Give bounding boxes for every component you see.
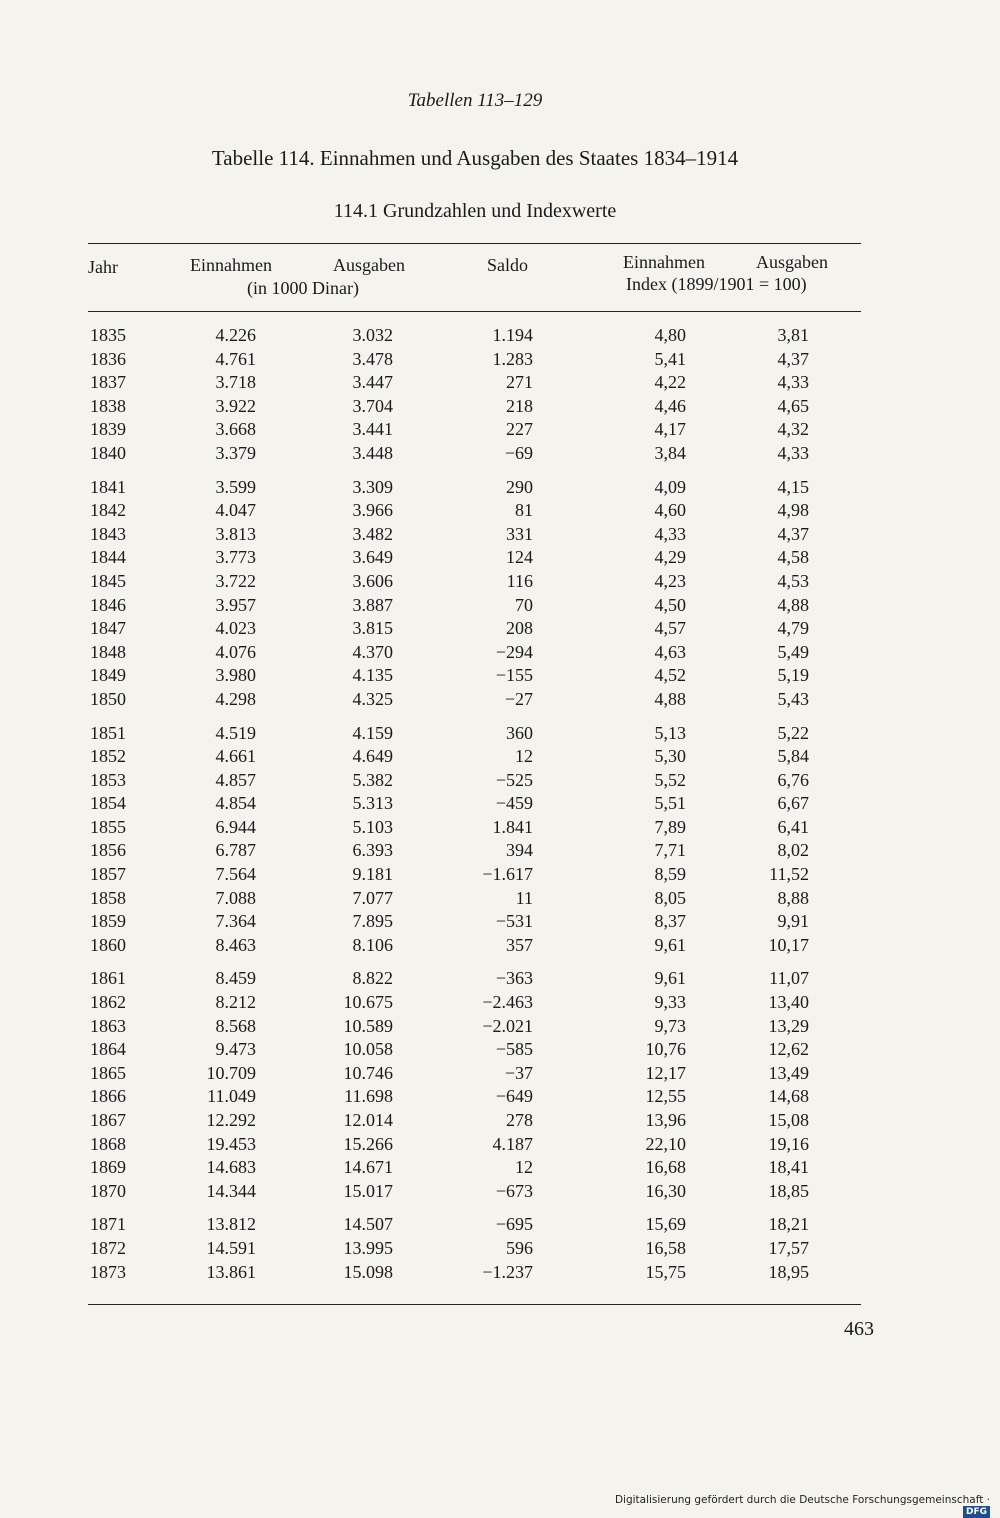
cell-ausgaben: 15.017 [343, 1180, 393, 1201]
cell-einnahmen: 3.379 [215, 442, 256, 463]
table-row [88, 546, 861, 570]
table-row [88, 371, 861, 395]
cell-year: 1857 [90, 864, 126, 885]
header-saldo: Saldo [487, 255, 529, 275]
cell-index-ausgaben: 4,88 [777, 594, 809, 615]
cell-index-einnahmen: 5,41 [654, 348, 686, 369]
cell-index-einnahmen: 10,76 [645, 1039, 686, 1060]
cell-einnahmen: 3.922 [215, 395, 256, 416]
cell-year: 1837 [90, 372, 126, 393]
footer-text: Digitalisierung gefördert durch die Deutsche Forschungsgemeinschaft · [614, 1494, 990, 1506]
cell-ausgaben: 10.746 [343, 1062, 393, 1083]
cell-einnahmen: 7.364 [215, 911, 256, 932]
table-row [88, 594, 861, 618]
cell-einnahmen: 11.049 [207, 1086, 256, 1107]
cell-index-einnahmen: 5,52 [654, 769, 686, 790]
cell-einnahmen: 3.722 [215, 570, 256, 591]
cell-index-ausgaben: 15,08 [768, 1110, 809, 1130]
cell-year: 1865 [90, 1062, 126, 1083]
cell-index-einnahmen: 5,30 [654, 746, 686, 767]
header-year: Jahr [88, 257, 118, 277]
cell-index-ausgaben: 11,52 [769, 864, 809, 885]
cell-index-ausgaben: 13,49 [768, 1062, 809, 1083]
cell-index-einnahmen: 4,63 [654, 641, 686, 662]
cell-index-ausgaben: 8,02 [777, 840, 809, 861]
cell-saldo: −585 [495, 1039, 533, 1060]
cell-ausgaben: 10.058 [343, 1039, 393, 1060]
cell-ausgaben: 3.309 [352, 476, 393, 497]
cell-index-ausgaben: 5,22 [777, 722, 809, 743]
table-subtitle: 114.1 Grundzahlen und Indexwerte [333, 200, 617, 222]
table-row [88, 792, 861, 816]
cell-year: 1851 [90, 722, 126, 743]
table-row [88, 1261, 861, 1285]
table-row [88, 395, 861, 419]
cell-ausgaben: 3.649 [352, 547, 393, 568]
cell-year: 1846 [90, 594, 126, 615]
cell-ausgaben: 15.098 [343, 1261, 393, 1282]
cell-index-ausgaben: 4,58 [777, 547, 809, 568]
cell-index-einnahmen: 16,68 [645, 1157, 686, 1178]
cell-index-einnahmen: 4,29 [654, 547, 686, 568]
cell-ausgaben: 4.159 [352, 722, 393, 743]
cell-saldo: 1.194 [492, 325, 533, 345]
cell-saldo: −37 [504, 1062, 533, 1083]
cell-einnahmen: 13.812 [206, 1214, 256, 1235]
table-row [88, 664, 861, 688]
cell-ausgaben: 10.675 [343, 992, 393, 1013]
cell-index-ausgaben: 9,91 [777, 911, 809, 932]
cell-saldo: −531 [495, 911, 533, 932]
cell-ausgaben: 7.077 [352, 887, 393, 908]
year-group [88, 476, 861, 712]
cell-saldo: 12 [515, 746, 533, 767]
cell-einnahmen: 7.564 [215, 864, 256, 885]
cell-saldo: 4.187 [492, 1133, 533, 1154]
cell-ausgaben: 5.103 [352, 816, 393, 837]
cell-ausgaben: 10.589 [343, 1015, 393, 1036]
cell-saldo: 394 [506, 840, 533, 861]
cell-index-einnahmen: 9,61 [654, 968, 686, 989]
cell-einnahmen: 12.292 [206, 1110, 256, 1130]
cell-einnahmen: 13.861 [206, 1261, 256, 1282]
cell-year: 1856 [90, 840, 126, 861]
cell-saldo: −363 [495, 968, 533, 989]
cell-year: 1873 [90, 1261, 126, 1282]
cell-index-ausgaben: 14,68 [768, 1086, 809, 1107]
header-index-note: Index (1899/1901 = 100) [626, 274, 807, 294]
cell-index-ausgaben: 12,62 [768, 1039, 809, 1060]
cell-einnahmen: 4.519 [215, 722, 256, 743]
cell-index-ausgaben: 13,29 [768, 1015, 809, 1036]
cell-index-einnahmen: 9,61 [654, 934, 686, 955]
cell-saldo: 596 [506, 1237, 533, 1258]
cell-saldo: −1.617 [482, 864, 533, 885]
cell-year: 1858 [90, 887, 126, 908]
cell-ausgaben: 6.393 [352, 840, 393, 861]
cell-ausgaben: 14.671 [343, 1157, 393, 1178]
cell-year: 1841 [90, 476, 126, 497]
cell-saldo: −459 [495, 793, 533, 814]
cell-index-einnahmen: 9,33 [654, 992, 686, 1013]
cell-einnahmen: 4.076 [215, 641, 256, 662]
cell-index-einnahmen: 4,60 [654, 500, 686, 521]
cell-ausgaben: 9.181 [352, 864, 393, 885]
table-row [88, 617, 861, 641]
cell-year: 1862 [90, 992, 126, 1013]
cell-index-einnahmen: 12,55 [645, 1086, 686, 1107]
cell-year: 1859 [90, 911, 126, 932]
cell-einnahmen: 3.980 [215, 665, 256, 686]
cell-year: 1838 [90, 395, 126, 416]
cell-index-ausgaben: 4,65 [777, 395, 809, 416]
cell-index-einnahmen: 4,52 [654, 665, 686, 686]
table-row [88, 1015, 861, 1039]
cell-einnahmen: 10.709 [206, 1062, 256, 1083]
cell-index-ausgaben: 18,95 [768, 1261, 809, 1282]
cell-index-ausgaben: 4,33 [777, 372, 809, 393]
cell-index-ausgaben: 10,17 [768, 934, 809, 955]
cell-saldo: −673 [495, 1180, 533, 1201]
cell-year: 1842 [90, 500, 126, 521]
cell-year: 1863 [90, 1015, 126, 1036]
cell-einnahmen: 8.463 [215, 934, 256, 955]
table-body [88, 324, 861, 1294]
cell-index-ausgaben: 18,85 [768, 1180, 809, 1201]
cell-year: 1852 [90, 746, 126, 767]
cell-ausgaben: 12.014 [343, 1110, 393, 1130]
cell-index-einnahmen: 8,05 [654, 887, 686, 908]
cell-index-ausgaben: 5,84 [777, 746, 809, 767]
cell-saldo: 278 [506, 1110, 533, 1130]
cell-year: 1867 [90, 1110, 126, 1130]
table-row [88, 816, 861, 840]
cell-saldo: 11 [515, 887, 533, 908]
cell-ausgaben: 4.135 [352, 665, 393, 686]
year-group [88, 324, 861, 466]
cell-year: 1869 [90, 1157, 126, 1178]
table-row [88, 1213, 861, 1237]
table-row [88, 442, 861, 466]
table-row [88, 570, 861, 594]
table-row [88, 745, 861, 769]
cell-einnahmen: 4.023 [215, 618, 256, 639]
cell-index-einnahmen: 4,50 [654, 594, 686, 615]
cell-einnahmen: 7.088 [215, 887, 256, 908]
cell-year: 1872 [90, 1237, 126, 1258]
cell-index-ausgaben: 6,41 [777, 816, 809, 837]
cell-einnahmen: 4.298 [215, 688, 256, 709]
table-row [88, 348, 861, 372]
cell-year: 1853 [90, 769, 126, 790]
cell-index-ausgaben: 6,76 [777, 769, 809, 790]
cell-ausgaben: 4.649 [352, 746, 393, 767]
cell-year: 1840 [90, 442, 126, 463]
cell-index-einnahmen: 13,96 [645, 1110, 686, 1130]
cell-index-ausgaben: 4,37 [777, 523, 809, 544]
cell-saldo: 271 [506, 372, 533, 393]
cell-index-ausgaben: 5,43 [777, 688, 809, 709]
cell-ausgaben: 3.448 [352, 442, 393, 463]
cell-saldo: −695 [495, 1214, 533, 1235]
cell-einnahmen: 14.344 [206, 1180, 256, 1201]
cell-saldo: 81 [515, 500, 533, 521]
cell-year: 1868 [90, 1133, 126, 1154]
table-row [88, 863, 861, 887]
cell-ausgaben: 3.887 [352, 594, 393, 615]
cell-index-einnahmen: 16,58 [645, 1237, 686, 1258]
cell-index-einnahmen: 4,17 [654, 419, 686, 440]
table-row [88, 910, 861, 934]
cell-year: 1839 [90, 419, 126, 440]
table-row [88, 722, 861, 746]
cell-saldo: 1.841 [492, 816, 533, 837]
cell-ausgaben: 8.822 [352, 968, 393, 989]
year-group [88, 1213, 861, 1284]
running-head: Tabellen 113–129 [407, 90, 543, 111]
cell-index-einnahmen: 8,59 [654, 864, 686, 885]
cell-einnahmen: 3.773 [215, 547, 256, 568]
cell-year: 1855 [90, 816, 126, 837]
cell-index-ausgaben: 18,41 [768, 1157, 809, 1178]
cell-year: 1864 [90, 1039, 126, 1060]
cell-index-ausgaben: 4,37 [777, 348, 809, 369]
table-row [88, 1062, 861, 1086]
table-row [88, 934, 861, 958]
top-rule [88, 243, 861, 244]
cell-einnahmen: 4.226 [215, 325, 256, 345]
cell-ausgaben: 5.313 [352, 793, 393, 814]
cell-index-einnahmen: 16,30 [645, 1180, 686, 1201]
cell-einnahmen: 3.813 [215, 523, 256, 544]
cell-ausgaben: 3.447 [352, 372, 393, 393]
cell-ausgaben: 3.032 [352, 325, 393, 345]
cell-saldo: 208 [506, 618, 533, 639]
cell-saldo: 218 [506, 395, 533, 416]
cell-index-ausgaben: 19,16 [768, 1133, 809, 1154]
cell-einnahmen: 4.854 [215, 793, 256, 814]
cell-year: 1860 [90, 934, 126, 955]
cell-ausgaben: 3.704 [352, 395, 393, 416]
cell-saldo: 1.283 [492, 348, 533, 369]
cell-index-einnahmen: 9,73 [654, 1015, 686, 1036]
cell-index-einnahmen: 4,80 [654, 325, 686, 345]
cell-index-einnahmen: 4,09 [654, 476, 686, 497]
cell-saldo: 70 [515, 594, 533, 615]
cell-einnahmen: 3.957 [215, 594, 256, 615]
cell-einnahmen: 3.599 [215, 476, 256, 497]
table-row [88, 769, 861, 793]
cell-index-ausgaben: 11,07 [769, 968, 809, 989]
cell-index-einnahmen: 15,75 [645, 1261, 686, 1282]
cell-year: 1849 [90, 665, 126, 686]
cell-year: 1835 [90, 325, 126, 345]
cell-year: 1845 [90, 570, 126, 591]
cell-saldo: −155 [495, 665, 533, 686]
table-row [88, 1085, 861, 1109]
table-row [88, 641, 861, 665]
cell-einnahmen: 4.857 [215, 769, 256, 790]
table-row [88, 839, 861, 863]
cell-ausgaben: 3.815 [352, 618, 393, 639]
cell-einnahmen: 9.473 [215, 1039, 256, 1060]
cell-einnahmen: 8.459 [215, 968, 256, 989]
cell-einnahmen: 3.718 [215, 372, 256, 393]
cell-einnahmen: 4.761 [215, 348, 256, 369]
cell-einnahmen: 6.944 [215, 816, 256, 837]
cell-ausgaben: 8.106 [352, 934, 393, 955]
cell-einnahmen: 8.568 [215, 1015, 256, 1036]
cell-saldo: 124 [506, 547, 533, 568]
cell-saldo: −649 [495, 1086, 533, 1107]
cell-saldo: 116 [506, 570, 533, 591]
cell-year: 1836 [90, 348, 126, 369]
cell-index-einnahmen: 8,37 [654, 911, 686, 932]
dfg-logo: DFG [963, 1506, 990, 1518]
cell-ausgaben: 3.606 [352, 570, 393, 591]
table-title: Tabelle 114. Einnahmen und Ausgaben des Staates 1834–1914 [211, 146, 739, 170]
cell-saldo: 12 [515, 1157, 533, 1178]
cell-saldo: −69 [504, 442, 533, 463]
cell-ausgaben: 7.895 [352, 911, 393, 932]
year-group [88, 722, 861, 958]
cell-saldo: 357 [506, 934, 533, 955]
header-rule [88, 311, 861, 312]
cell-year: 1850 [90, 688, 126, 709]
cell-index-ausgaben: 4,33 [777, 442, 809, 463]
cell-index-einnahmen: 4,57 [654, 618, 686, 639]
cell-ausgaben: 15.266 [343, 1133, 393, 1154]
cell-saldo: −525 [495, 769, 533, 790]
cell-ausgaben: 5.382 [352, 769, 393, 790]
cell-index-ausgaben: 4,79 [777, 618, 809, 639]
table-row [88, 887, 861, 911]
cell-index-ausgaben: 13,40 [768, 992, 809, 1013]
cell-index-ausgaben: 5,49 [777, 641, 809, 662]
table-row [88, 418, 861, 442]
cell-saldo: 360 [506, 722, 533, 743]
cell-einnahmen: 6.787 [215, 840, 256, 861]
cell-index-einnahmen: 4,22 [654, 372, 686, 393]
cell-saldo: −27 [504, 688, 533, 709]
cell-einnahmen: 4.047 [215, 500, 256, 521]
cell-year: 1854 [90, 793, 126, 814]
header-index-ausgaben: Ausgaben [756, 252, 828, 272]
cell-saldo: 290 [506, 476, 533, 497]
table-row [88, 1038, 861, 1062]
cell-index-einnahmen: 4,33 [654, 523, 686, 544]
page-number: 463 [844, 1318, 874, 1340]
table-row [88, 1109, 861, 1133]
cell-ausgaben: 14.507 [343, 1214, 393, 1235]
cell-saldo: 227 [506, 419, 533, 440]
cell-ausgaben: 3.478 [352, 348, 393, 369]
cell-index-ausgaben: 8,88 [777, 887, 809, 908]
header-einnahmen: Einnahmen [190, 255, 272, 275]
cell-year: 1843 [90, 523, 126, 544]
cell-ausgaben: 4.370 [352, 641, 393, 662]
cell-year: 1848 [90, 641, 126, 662]
table-row [88, 476, 861, 500]
cell-year: 1871 [90, 1214, 126, 1235]
cell-saldo: −1.237 [482, 1261, 533, 1282]
cell-index-ausgaben: 4,15 [777, 476, 809, 497]
table-row [88, 499, 861, 523]
cell-year: 1844 [90, 547, 126, 568]
cell-ausgaben: 3.482 [352, 523, 393, 544]
table-row [88, 1156, 861, 1180]
cell-index-einnahmen: 4,46 [654, 395, 686, 416]
cell-index-einnahmen: 12,17 [645, 1062, 686, 1083]
cell-index-einnahmen: 3,84 [654, 442, 686, 463]
cell-einnahmen: 19.453 [206, 1133, 256, 1154]
cell-index-einnahmen: 22,10 [645, 1133, 686, 1154]
cell-einnahmen: 14.591 [206, 1237, 256, 1258]
cell-einnahmen: 3.668 [215, 419, 256, 440]
cell-index-einnahmen: 4,23 [654, 570, 686, 591]
cell-saldo: 331 [506, 523, 533, 544]
cell-index-ausgaben: 4,32 [777, 419, 809, 440]
cell-einnahmen: 8.212 [215, 992, 256, 1013]
footer-credit [600, 1494, 990, 1518]
cell-index-ausgaben: 6,67 [777, 793, 809, 814]
header-index-einnahmen: Einnahmen [623, 252, 705, 272]
cell-index-ausgaben: 17,57 [768, 1237, 809, 1258]
cell-index-ausgaben: 3,81 [777, 325, 809, 345]
table-row [88, 991, 861, 1015]
cell-saldo: −2.021 [482, 1015, 533, 1036]
cell-saldo: −294 [495, 641, 533, 662]
cell-ausgaben: 3.441 [352, 419, 393, 440]
table-row [88, 688, 861, 712]
table-row [88, 1180, 861, 1204]
table-row [88, 1133, 861, 1157]
cell-ausgaben: 13.995 [343, 1237, 393, 1258]
cell-index-einnahmen: 5,13 [654, 722, 686, 743]
cell-index-einnahmen: 5,51 [654, 793, 686, 814]
cell-index-ausgaben: 4,98 [777, 500, 809, 521]
cell-einnahmen: 14.683 [206, 1157, 256, 1178]
table-row [88, 967, 861, 991]
header-unit: (in 1000 Dinar) [247, 278, 359, 298]
table-row [88, 523, 861, 547]
year-group [88, 967, 861, 1203]
bottom-rule [88, 1304, 861, 1305]
cell-year: 1847 [90, 618, 126, 639]
cell-index-ausgaben: 5,19 [777, 665, 809, 686]
cell-ausgaben: 11.698 [344, 1086, 393, 1107]
table-row [88, 1237, 861, 1261]
cell-index-einnahmen: 4,88 [654, 688, 686, 709]
cell-index-ausgaben: 18,21 [768, 1214, 809, 1235]
cell-index-einnahmen: 7,71 [654, 840, 686, 861]
cell-year: 1870 [90, 1180, 126, 1201]
cell-ausgaben: 3.966 [352, 500, 393, 521]
cell-ausgaben: 4.325 [352, 688, 393, 709]
cell-year: 1861 [90, 968, 126, 989]
cell-year: 1866 [90, 1086, 126, 1107]
table-row [88, 324, 861, 348]
header-ausgaben: Ausgaben [333, 255, 405, 275]
cell-index-einnahmen: 7,89 [654, 816, 686, 837]
cell-einnahmen: 4.661 [215, 746, 256, 767]
cell-index-ausgaben: 4,53 [777, 570, 809, 591]
cell-index-einnahmen: 15,69 [645, 1214, 686, 1235]
cell-saldo: −2.463 [482, 992, 533, 1013]
